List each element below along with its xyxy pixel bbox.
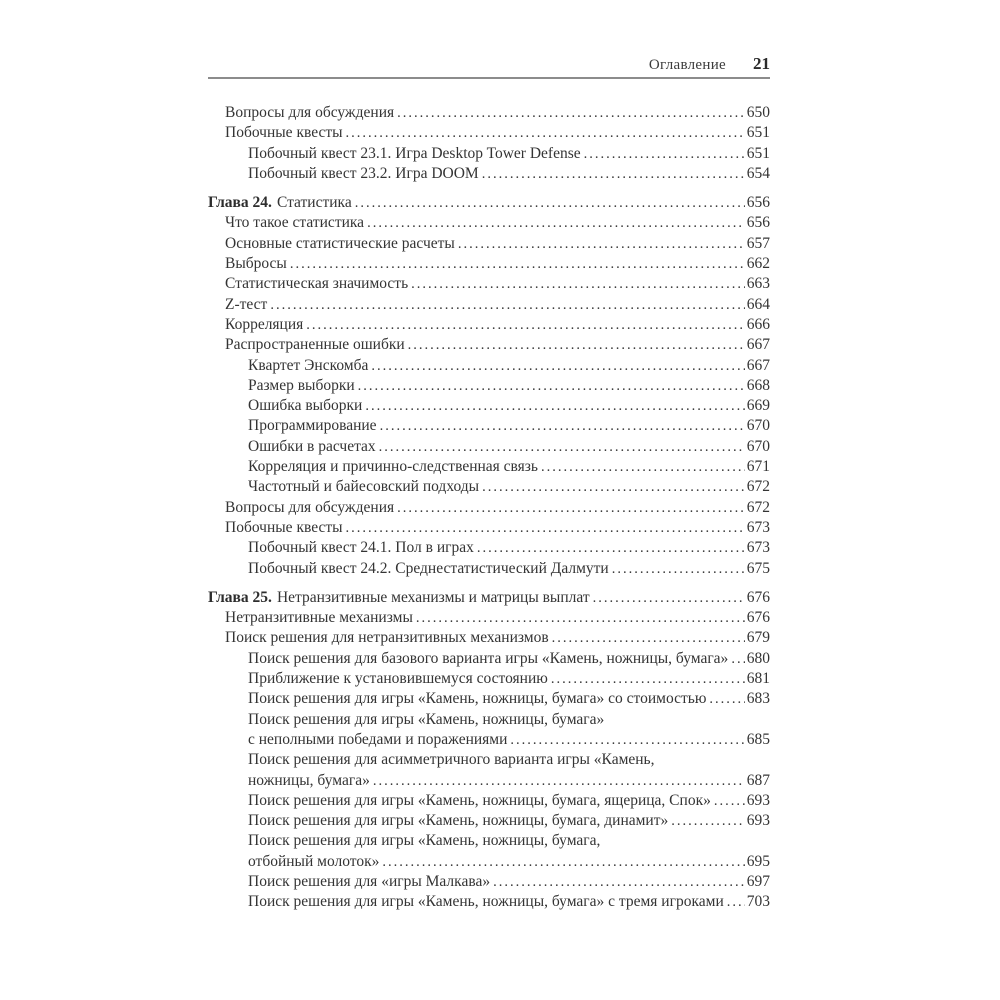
toc-entry <box>208 669 770 689</box>
entry-title: Поиск решения для игры «Камень, ножницы, бумага» <box>248 710 605 728</box>
entry-page-number: 669 <box>746 397 770 415</box>
toc-entry <box>208 498 770 518</box>
entry-page-number: 681 <box>746 670 770 688</box>
dot-leader <box>510 730 744 750</box>
entry-title: Нетранзитивные механизмы и матрицы выплат <box>276 588 590 606</box>
entry-title: Выбросы <box>225 255 287 273</box>
entry-title: Побочные квесты <box>225 518 343 536</box>
toc-entry <box>208 559 770 579</box>
toc-entry <box>208 274 770 294</box>
header-rule <box>208 77 770 79</box>
entry-title: Частотный и байесовский подходы <box>248 478 480 496</box>
toc-entry-chapter <box>208 588 770 608</box>
entry-title: Программирование <box>248 417 377 435</box>
dot-leader <box>355 193 745 213</box>
entry-page-number: 672 <box>746 498 770 516</box>
dot-leader <box>379 437 745 457</box>
entry-title: Поиск решения для «игры Малкава» <box>248 872 491 890</box>
entry-page-number: 671 <box>746 458 770 476</box>
dot-leader <box>382 852 744 872</box>
dot-leader <box>731 649 744 669</box>
toc-entry <box>208 852 770 872</box>
entry-page-number: 654 <box>746 164 770 182</box>
entry-page-number: 695 <box>746 852 770 870</box>
entry-page-number: 663 <box>746 275 770 293</box>
dot-leader <box>551 669 745 689</box>
dot-leader <box>346 123 745 143</box>
entry-title: Основные статистические расчеты <box>225 234 455 252</box>
entry-page-number: 668 <box>746 376 770 394</box>
toc-entry <box>208 518 770 538</box>
entry-page-number: 687 <box>746 771 770 789</box>
entry-page-number: 666 <box>746 315 770 333</box>
toc-entry <box>208 811 770 831</box>
toc-entry <box>208 791 770 811</box>
entry-title: Нетранзитивные механизмы <box>225 609 413 627</box>
dot-leader <box>458 234 745 254</box>
entry-page-number: 693 <box>746 791 770 809</box>
entry-title: Поиск решения для игры «Камень, ножницы, бумага» с тремя игроками <box>248 893 724 911</box>
entry-page-number: 679 <box>746 629 770 647</box>
entry-title: Поиск решения для асимметричного варианта игры «Камень, <box>248 751 655 769</box>
entry-page-number: 650 <box>746 104 770 121</box>
entry-page-number: 664 <box>746 295 770 313</box>
entry-page-number: 672 <box>746 478 770 496</box>
entry-title: Побочный квест 24.2. Среднестатистический Далмути <box>248 559 609 577</box>
dot-leader <box>408 335 745 355</box>
entry-title: Z-тест <box>225 295 268 313</box>
toc-entry <box>208 457 770 477</box>
toc-entry <box>208 396 770 416</box>
toc-entry <box>208 213 770 233</box>
dot-leader <box>709 689 744 709</box>
entry-title: Поиск решения для игры «Камень, ножницы, бумага, <box>248 832 601 850</box>
dot-leader <box>367 213 745 233</box>
dot-leader <box>416 608 745 628</box>
dot-leader <box>411 274 745 294</box>
dot-leader <box>371 356 744 376</box>
entry-title: Поиск решения для базового варианта игры «Камень, ножницы, бумага» <box>248 649 729 667</box>
entry-title: Вопросы для обсуждения <box>225 104 395 121</box>
dot-leader <box>584 144 745 164</box>
entry-title: Побочные квесты <box>225 124 343 142</box>
entry-page-number: 651 <box>746 124 770 142</box>
dot-leader <box>541 457 745 477</box>
toc-entry <box>208 437 770 457</box>
toc-entry <box>208 608 770 628</box>
entry-page-number: 683 <box>746 690 770 708</box>
entry-page-number: 673 <box>746 539 770 557</box>
entry-page-number: 685 <box>746 730 770 748</box>
toc-entry <box>208 730 770 750</box>
toc-entry <box>208 892 770 912</box>
entry-page-number: 697 <box>746 872 770 890</box>
entry-title: Побочный квест 24.1. Пол в играх <box>248 539 474 557</box>
entry-title: с неполными победами и поражениями <box>248 730 508 748</box>
dot-leader <box>306 315 744 335</box>
toc-entry <box>208 234 770 254</box>
toc-entry-chapter <box>208 193 770 213</box>
dot-leader <box>552 628 745 648</box>
chapter-prefix: Глава 25. <box>208 588 272 606</box>
entry-page-number: 656 <box>746 194 770 212</box>
entry-title: Побочный квест 23.1. Игра Desktop Tower Defense <box>248 144 581 162</box>
chapter-prefix: Глава 24. <box>208 194 272 212</box>
toc-entry <box>208 872 770 892</box>
dot-leader <box>482 477 745 497</box>
toc-entry <box>208 831 770 851</box>
dot-leader <box>612 559 745 579</box>
entry-title: Ошибка выборки <box>248 397 363 415</box>
toc-entry <box>208 123 770 143</box>
dot-leader <box>727 892 745 912</box>
entry-title: Квартет Энскомба <box>248 356 369 374</box>
dot-leader <box>593 588 745 608</box>
entry-page-number: 670 <box>746 437 770 455</box>
entry-page-number: 673 <box>746 518 770 536</box>
entry-page-number: 651 <box>746 144 770 162</box>
entry-title: Статистическая значимость <box>225 275 409 293</box>
dot-leader <box>671 811 744 831</box>
entry-page-number: 670 <box>746 417 770 435</box>
entry-page-number: 693 <box>746 812 770 830</box>
entry-title: отбойный молоток» <box>248 852 380 870</box>
dot-leader <box>270 295 744 315</box>
dot-leader <box>358 376 745 396</box>
toc-entry <box>208 164 770 184</box>
entry-title: Статистика <box>276 194 352 212</box>
entry-page-number: 656 <box>746 214 770 232</box>
entry-title: Что такое статистика <box>225 214 365 232</box>
running-title: Оглавление <box>648 57 726 73</box>
entry-page-number: 662 <box>746 255 770 273</box>
entry-page-number: 676 <box>746 588 770 606</box>
entry-title: Поиск решения для игры «Камень, ножницы, бумага, динамит» <box>248 812 669 830</box>
toc-list <box>208 103 770 913</box>
toc-entry <box>208 750 770 770</box>
toc-entry <box>208 628 770 648</box>
page-header <box>208 54 770 74</box>
dot-leader <box>380 416 745 436</box>
entry-title: Вопросы для обсуждения <box>225 498 395 516</box>
dot-leader <box>482 164 745 184</box>
entry-page-number: 680 <box>746 649 770 667</box>
entry-title: Корреляция <box>225 315 304 333</box>
entry-title: Размер выборки <box>248 376 355 394</box>
toc-entry <box>208 144 770 164</box>
entry-page-number: 703 <box>746 893 770 911</box>
toc-entry <box>208 103 770 123</box>
entry-page-number: 667 <box>746 336 770 354</box>
entry-page-number: 675 <box>746 559 770 577</box>
entry-title: Корреляция и причинно-следственная связь <box>248 458 538 476</box>
dot-leader <box>397 103 745 123</box>
toc-entry <box>208 335 770 355</box>
dot-leader <box>714 791 745 811</box>
toc-entry <box>208 376 770 396</box>
dot-leader <box>493 872 745 892</box>
dot-leader <box>397 498 745 518</box>
entry-title: ножницы, бумага» <box>248 771 370 789</box>
entry-title: Побочный квест 23.2. Игра DOOM <box>248 164 479 182</box>
toc-entry <box>208 254 770 274</box>
entry-page-number: 676 <box>746 609 770 627</box>
entry-page-number: 667 <box>746 356 770 374</box>
entry-page-number: 657 <box>746 234 770 252</box>
toc-entry <box>208 538 770 558</box>
dot-leader <box>290 254 745 274</box>
entry-title: Поиск решения для игры «Камень, ножницы, бумага» со стоимостью <box>248 690 707 708</box>
entry-title: Приближение к установившемуся состоянию <box>248 670 548 688</box>
toc-entry <box>208 649 770 669</box>
entry-title: Поиск решения для игры «Камень, ножницы, бумага, ящерица, Спок» <box>248 791 711 809</box>
dot-leader <box>346 518 745 538</box>
toc-entry <box>208 315 770 335</box>
entry-title: Ошибки в расчетах <box>248 437 376 455</box>
entry-title: Распространенные ошибки <box>225 336 405 354</box>
toc-entry <box>208 477 770 497</box>
toc-entry <box>208 689 770 709</box>
toc-entry <box>208 295 770 315</box>
toc-entry <box>208 710 770 730</box>
page-number: 21 <box>753 54 770 73</box>
dot-leader <box>477 538 745 558</box>
toc-entry <box>208 356 770 376</box>
entry-title: Поиск решения для нетранзитивных механизмов <box>225 629 549 647</box>
dot-leader <box>373 771 745 791</box>
toc-entry <box>208 416 770 436</box>
toc-entry <box>208 771 770 791</box>
dot-leader <box>365 396 744 416</box>
